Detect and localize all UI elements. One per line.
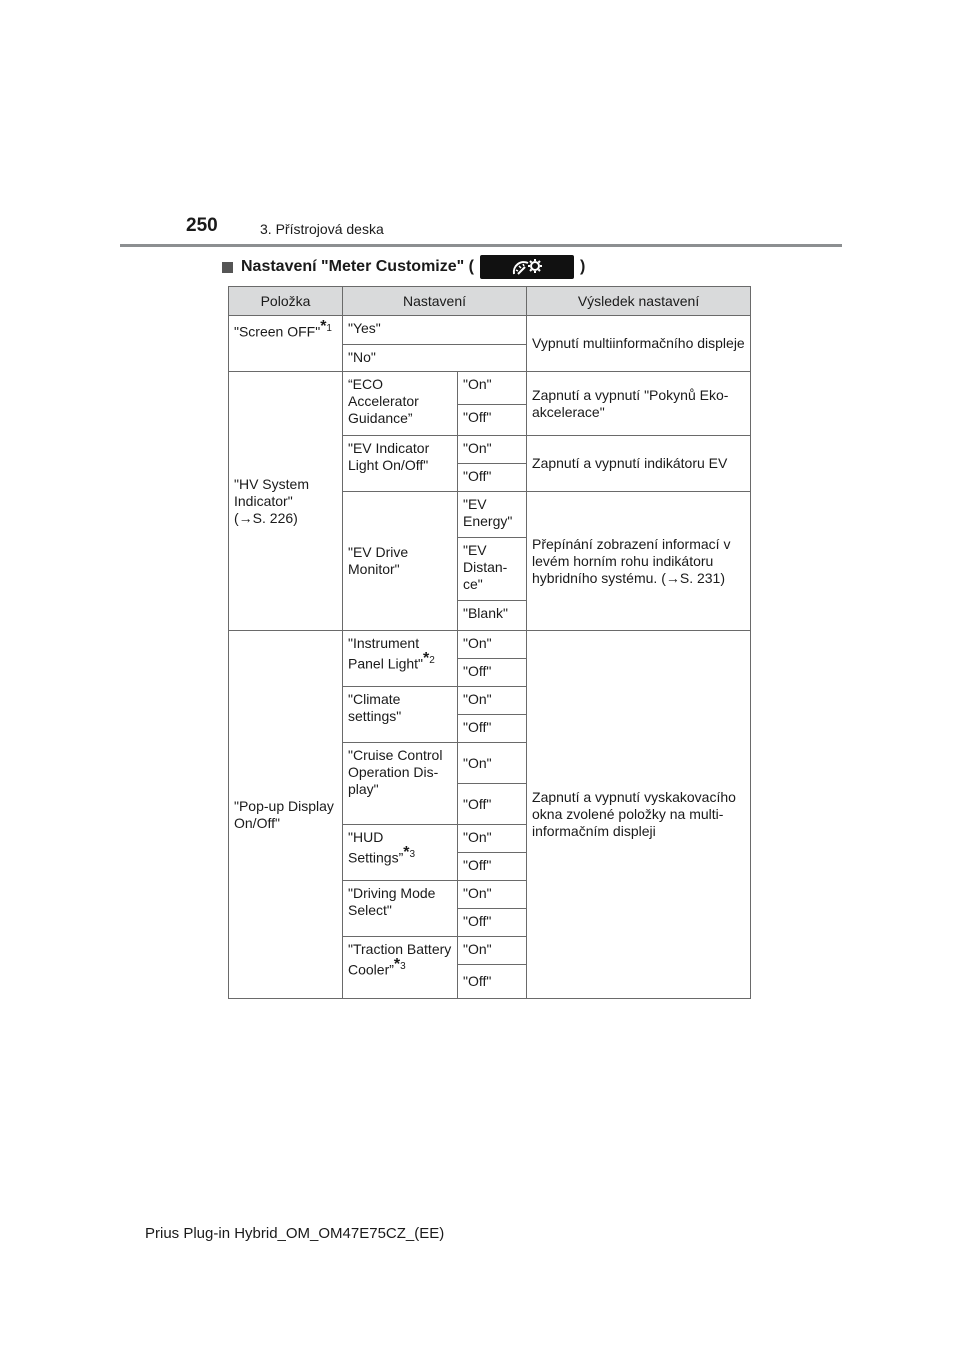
setting-cruise-control: "Cruise Control Operation Dis-play" [343, 743, 458, 825]
setting-hud: "HUD Settings”*$^3$ [343, 825, 458, 881]
result-ev-drive-monitor: Přepínání zobrazení informací v levém horním rohu indikátoru hybridního systému. (→S. 231) [527, 492, 751, 631]
option-on: "On" [458, 825, 527, 853]
section-title [222, 255, 585, 279]
chapter-title: 3. Přístrojová deska [260, 221, 384, 237]
option-on: "On" [458, 743, 527, 784]
item-hv-system-indicator: "HV System Indicator" (→S. 226) [229, 372, 343, 631]
result-popup-display: Zapnutí a vypnutí vyskakovacího okna zvolené položky na multi-informačním displeji [527, 631, 751, 999]
setting-ev-indicator-light: "EV Indicator Light On/Off" [343, 436, 458, 492]
table-row [229, 316, 751, 345]
option-on: "On" [458, 937, 527, 965]
result-ev-indicator: Zapnutí a vypnutí indikátoru EV [527, 436, 751, 492]
setting-instrument-panel-light: "Instrument Panel Light"*$^2$ [343, 631, 458, 687]
setting-traction-battery-cooler: "Traction Battery Cooler”*$^3$ [343, 937, 458, 999]
section-title-end: ) [580, 258, 586, 275]
setting-ev-drive-monitor: "EV Drive Monitor" [343, 492, 458, 631]
option-off: "Off" [458, 464, 527, 492]
square-bullet-icon [222, 262, 233, 273]
option-ev-distance: "EV Distan-ce" [458, 538, 527, 601]
result-eco-guidance: Zapnutí a vypnutí "Pokynů Eko-akcelerace" [527, 372, 751, 436]
table-header-row [229, 287, 751, 316]
meter-customize-table [228, 286, 751, 999]
setting-climate: "Climate settings" [343, 687, 458, 743]
option-off: "Off" [458, 853, 527, 881]
setting-no: "No" [343, 345, 527, 372]
option-off: "Off" [458, 659, 527, 687]
footer-manual-code: Prius Plug-in Hybrid_OM_OM47E75CZ_(EE) [145, 1225, 445, 1242]
option-blank: "Blank" [458, 601, 527, 631]
setting-driving-mode: "Driving Mode Select" [343, 881, 458, 937]
result-screen-off: Vypnutí multiinformačního displeje [527, 316, 751, 372]
header-result: Výsledek nastavení [527, 287, 751, 316]
setting-eco-guidance: “ECO Accelerator Guidance” [343, 372, 458, 436]
table-row [229, 372, 751, 405]
option-on: "On" [458, 436, 527, 464]
table-row [229, 631, 751, 659]
page-number: 250 [186, 215, 218, 236]
section-title-start: Nastavení "Meter Customize" ( [241, 258, 475, 275]
setting-yes: "Yes" [343, 316, 527, 345]
item-popup-display: "Pop-up Display On/Off" [229, 631, 343, 999]
option-off: "Off" [458, 405, 527, 436]
header-divider [120, 244, 842, 247]
option-on: "On" [458, 372, 527, 405]
item-screen-off: "Screen OFF"*$^1$ [229, 316, 343, 372]
option-off: "Off" [458, 965, 527, 999]
option-on: "On" [458, 881, 527, 909]
option-off: "Off" [458, 784, 527, 825]
header-item: Položka [229, 287, 343, 316]
option-on: "On" [458, 631, 527, 659]
option-ev-energy: "EV Energy" [458, 492, 527, 538]
meter-customize-icon [480, 255, 574, 279]
option-off: "Off" [458, 715, 527, 743]
option-off: "Off" [458, 909, 527, 937]
header-setting: Nastavení [343, 287, 527, 316]
option-on: "On" [458, 687, 527, 715]
